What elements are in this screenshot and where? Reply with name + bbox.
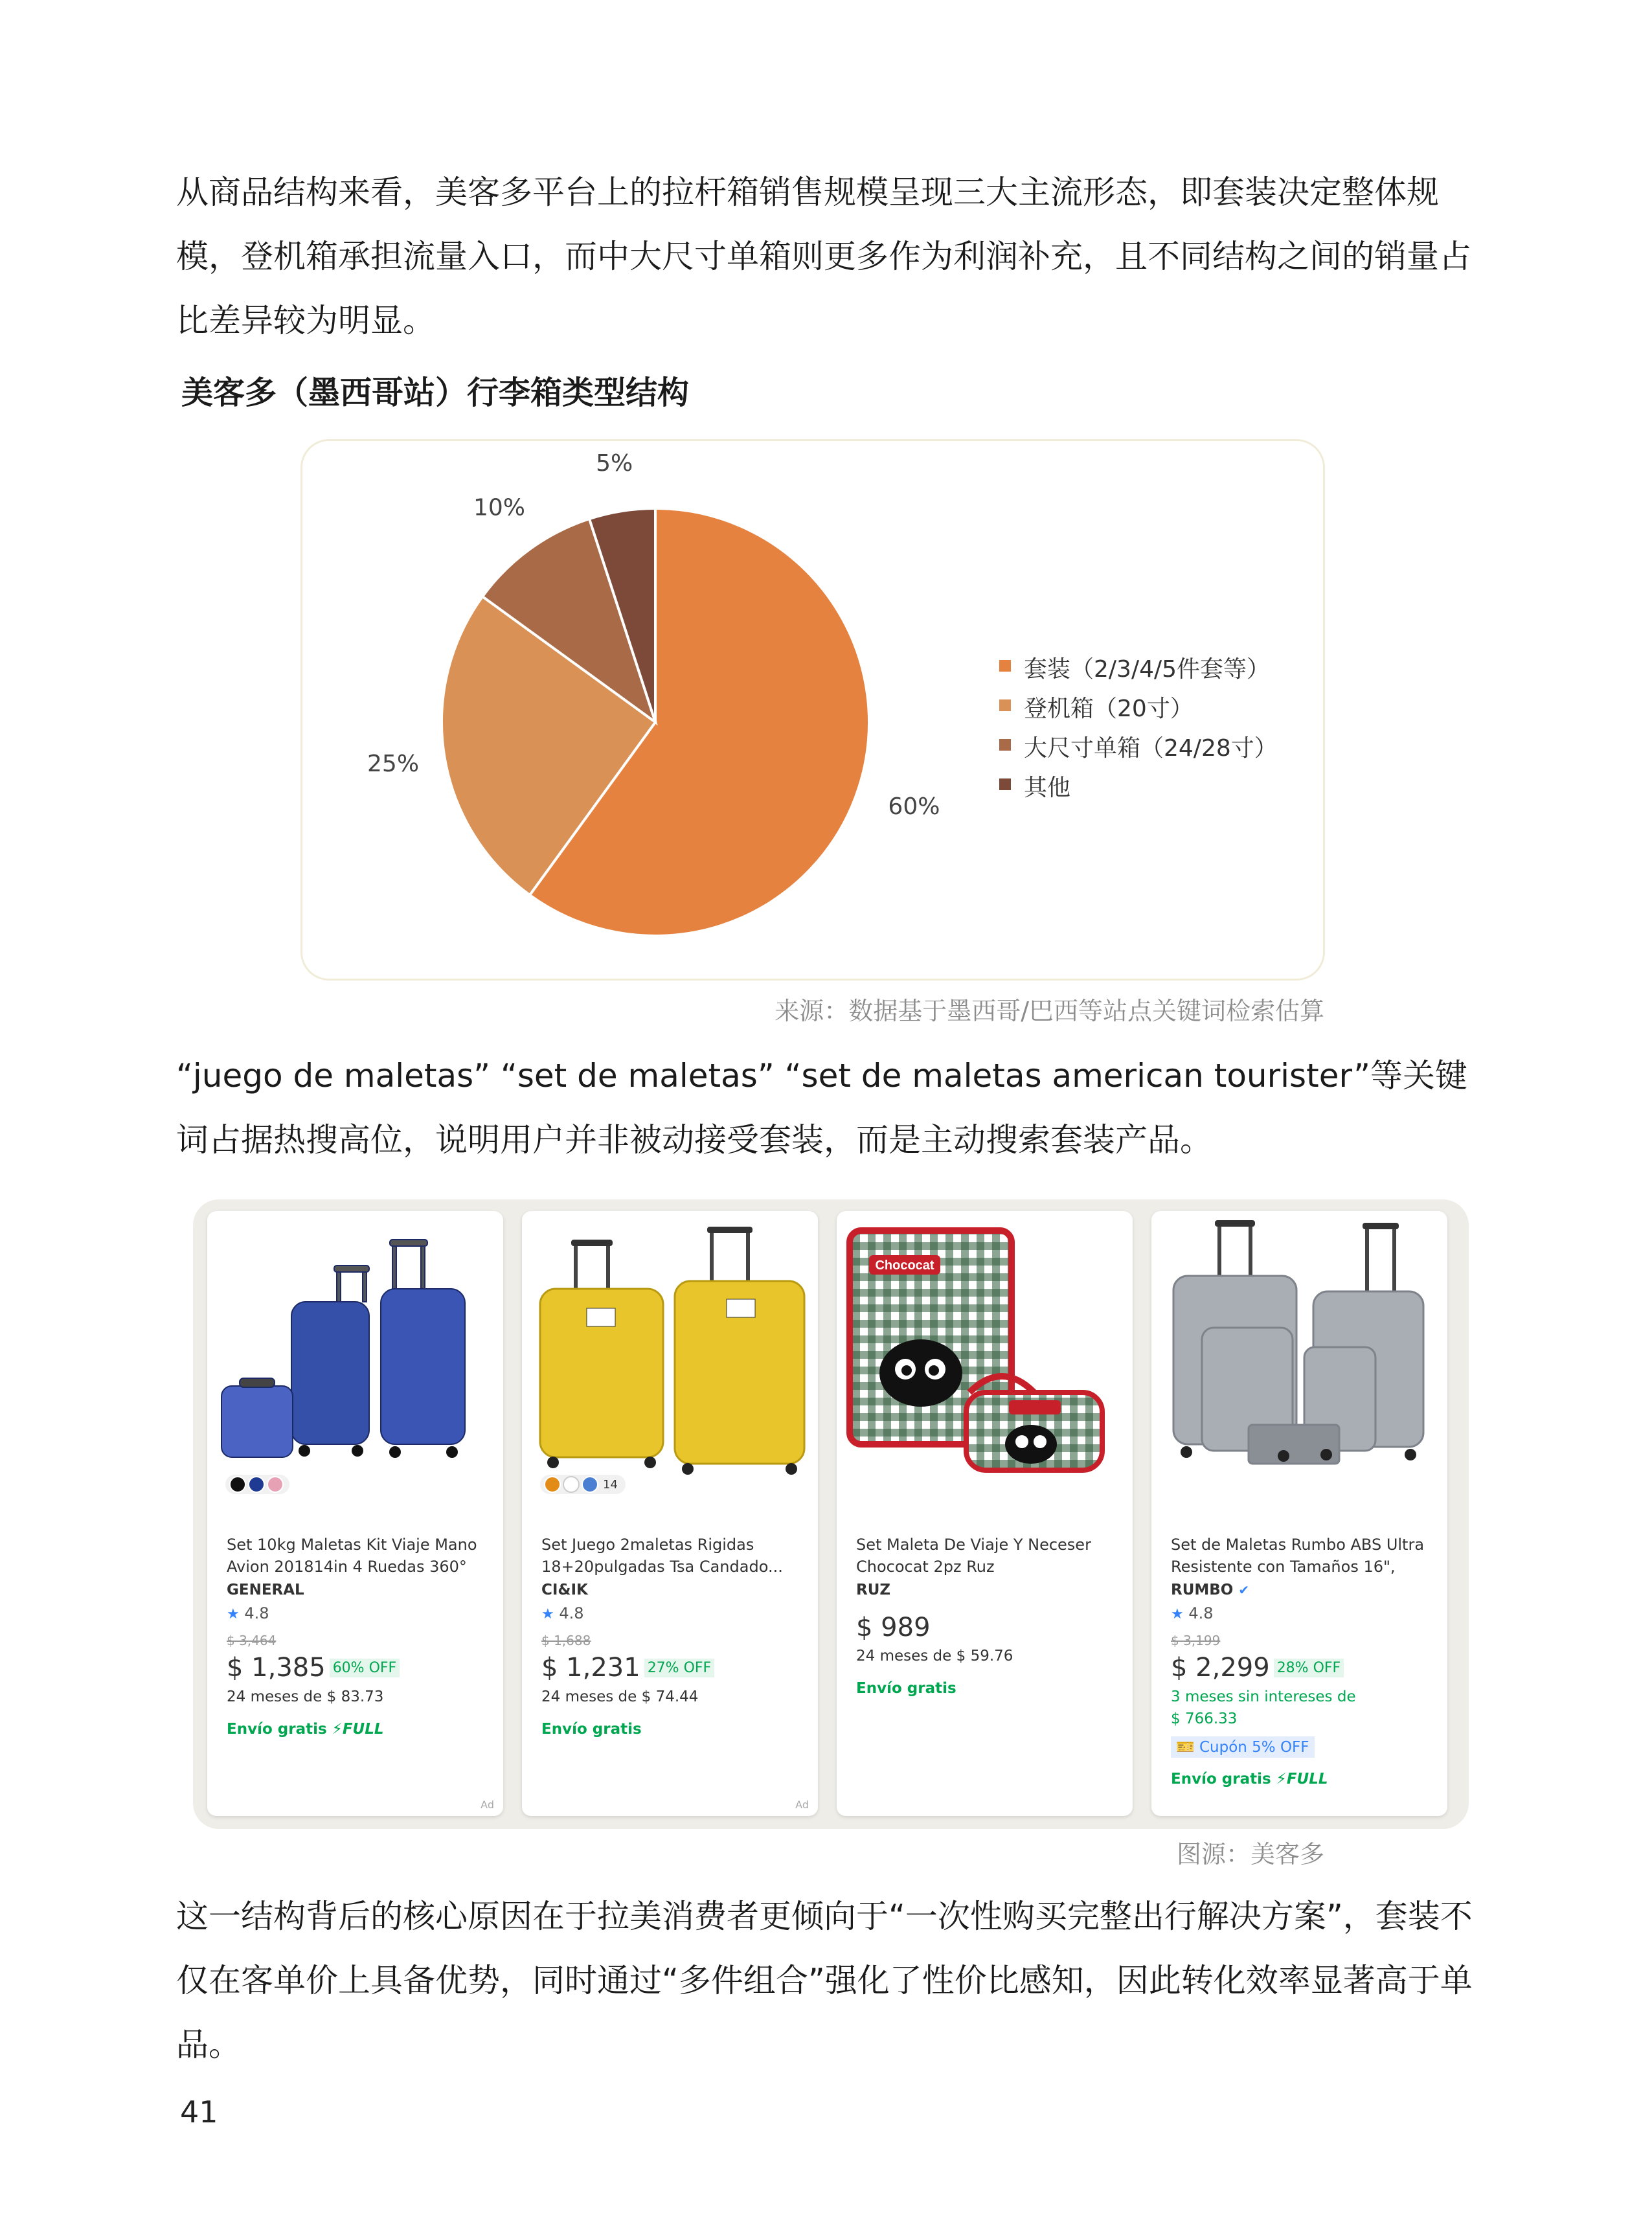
verified-icon: ✔ <box>1238 1582 1250 1598</box>
swatch[interactable] <box>544 1476 561 1493</box>
product-rating: ★ 4.8 <box>227 1604 269 1622</box>
product-brand: CI&IK <box>541 1582 588 1598</box>
swatch[interactable] <box>582 1476 598 1493</box>
coupon-badge[interactable]: 🎫 Cupón 5% OFF <box>1171 1736 1315 1758</box>
star-icon: ★ <box>1171 1606 1184 1622</box>
product-card[interactable] <box>522 1211 818 1816</box>
chart-title: 美客多（墨西哥站）行李箱类型结构 <box>181 374 690 411</box>
swatch-count: 14 <box>603 1477 618 1492</box>
original-price: $ 3,199 <box>1171 1633 1221 1648</box>
product-card[interactable] <box>837 1211 1133 1816</box>
installments-amount: $ 766.33 <box>1171 1710 1238 1727</box>
slice-value-label: 10% <box>473 494 526 521</box>
grey-luggage-set-photo <box>1151 1211 1447 1496</box>
original-price: $ 1,688 <box>541 1633 591 1648</box>
swatch[interactable] <box>267 1476 284 1493</box>
original-price: $ 3,464 <box>227 1633 277 1648</box>
installments: 24 meses de $ 74.44 <box>541 1688 699 1705</box>
free-shipping: Envío gratis <box>541 1721 642 1738</box>
full-badge: ⚡FULL <box>332 1721 384 1738</box>
pie-chart-panel <box>300 439 1325 981</box>
product-title[interactable]: Set 10kg Maletas Kit Viaje Mano Avion 201814in 4 Ruedas 360° <box>227 1536 477 1576</box>
yellow-luggage-set-photo <box>522 1211 818 1496</box>
chart-source-note: 来源：数据基于墨西哥/巴西等站点关键词检索估算 <box>775 997 1324 1025</box>
legend-swatch <box>999 739 1011 751</box>
product-price: $ 2,299 28% OFF <box>1171 1650 1430 1686</box>
legend-swatch <box>999 699 1011 711</box>
product-price: $ 1,231 27% OFF <box>541 1650 800 1686</box>
installments: 3 meses sin intereses de <box>1171 1688 1356 1705</box>
product-title[interactable]: Set Maleta De Viaje Y Neceser Chococat 2pz Ruz <box>856 1536 1091 1576</box>
legend-label: 登机箱（20寸） <box>1024 696 1194 722</box>
svg-text:Chococat: Chococat <box>875 1258 934 1273</box>
keywords-paragraph: “juego de maletas” “set de maletas” “set de maletas american tourister”等关键词占据热搜高位，说明用户并非被动接受套装，而是主动搜索套装产品。 <box>176 1057 1468 1159</box>
page-number: 41 <box>180 2095 218 2129</box>
chococat-luggage-set-photo <box>837 1211 1133 1496</box>
free-shipping: Envío gratis ⚡FULL <box>1171 1771 1328 1788</box>
swatch[interactable] <box>248 1476 265 1493</box>
product-brand: GENERAL <box>227 1582 304 1598</box>
product-listing-screenshot <box>193 1199 1469 1829</box>
product-title[interactable]: Set Juego 2maletas Rigidas 18+20pulgadas Tsa Candado... <box>541 1536 783 1576</box>
ad-label: Ad <box>795 1799 809 1811</box>
legend-swatch <box>999 778 1011 790</box>
swatch[interactable] <box>229 1476 246 1493</box>
swatch[interactable] <box>563 1476 580 1493</box>
coupon-icon: 🎫 <box>1176 1739 1195 1756</box>
legend-swatch <box>999 660 1011 672</box>
legend-label: 大尺寸单箱（24/28寸） <box>1024 735 1278 762</box>
star-icon: ★ <box>541 1606 554 1622</box>
product-rating: ★ 4.8 <box>541 1604 584 1622</box>
discount-badge: 60% OFF <box>330 1659 400 1677</box>
pie-chart <box>302 441 1323 979</box>
discount-badge: 27% OFF <box>644 1659 715 1677</box>
slice-value-label: 5% <box>596 449 633 477</box>
discount-badge: 28% OFF <box>1274 1659 1344 1677</box>
free-shipping: Envío gratis <box>856 1680 956 1697</box>
installments: 24 meses de $ 83.73 <box>227 1688 384 1705</box>
product-brand: RUMBO ✔ <box>1171 1582 1250 1598</box>
full-badge: ⚡FULL <box>1276 1771 1328 1788</box>
free-shipping: Envío gratis ⚡FULL <box>227 1721 384 1738</box>
product-price: $ 1,385 60% OFF <box>227 1650 486 1686</box>
product-price: $ 989 <box>856 1613 931 1642</box>
product-card[interactable] <box>1151 1211 1447 1816</box>
product-brand: RUZ <box>856 1582 891 1598</box>
blue-luggage-set-photo <box>207 1211 503 1496</box>
slice-value-label: 60% <box>888 793 940 820</box>
installments: 24 meses de $ 59.76 <box>856 1648 1013 1664</box>
product-rating: ★ 4.8 <box>1171 1604 1214 1622</box>
product-card[interactable] <box>207 1211 503 1816</box>
ad-label: Ad <box>481 1799 494 1811</box>
color-swatches[interactable] <box>225 1475 289 1494</box>
color-swatches[interactable] <box>540 1475 626 1494</box>
product-title[interactable]: Set de Maletas Rumbo ABS Ultra Resistente con Tamaños 16", <box>1171 1536 1425 1576</box>
image-source-note: 图源：美客多 <box>1176 1840 1324 1868</box>
legend-label: 其他 <box>1024 775 1071 801</box>
star-icon: ★ <box>227 1606 240 1622</box>
legend-label: 套装（2/3/4/5件套等） <box>1024 656 1271 683</box>
conclusion-paragraph: 这一结构背后的核心原因在于拉美消费者更倾向于“一次性购买完整出行解决方案”，套装不仅在客单价上具备优势，同时通过“多件组合”强化了性价比感知，因此转化效率显著高于单品。 <box>176 1898 1473 2063</box>
slice-value-label: 25% <box>367 751 420 778</box>
intro-paragraph: 从商品结构来看，美客多平台上的拉杆箱销售规模呈现三大主流形态，即套装决定整体规模，登机箱承担流量入口，而中大尺寸单箱则更多作为利润补充，且不同结构之间的销量占比差异较为明显。 <box>176 174 1471 339</box>
